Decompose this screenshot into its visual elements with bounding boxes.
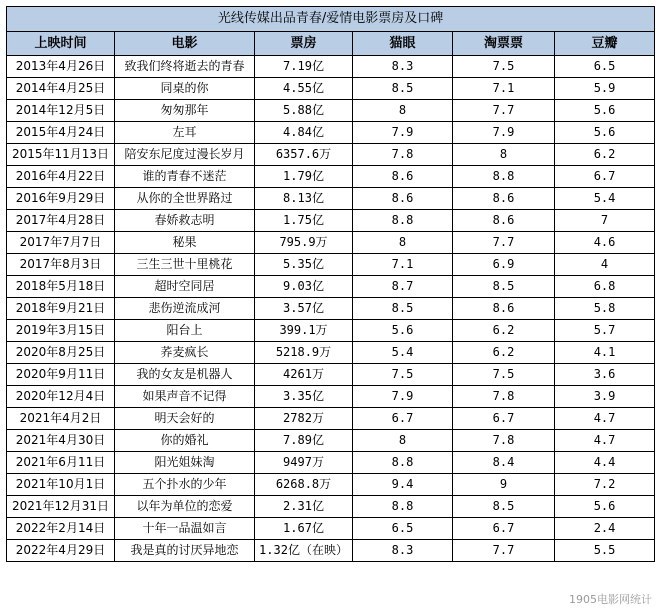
cell-movie: 谁的青春不迷茫: [115, 166, 255, 188]
cell-maoyan: 7.5: [353, 364, 453, 386]
header-maoyan: 猫眼: [353, 32, 453, 56]
cell-box-office: 4261万: [255, 364, 353, 386]
cell-release-date: 2013年4月26日: [7, 56, 115, 78]
cell-taopiaopiao: 7.1: [453, 78, 555, 100]
table-row: [7, 100, 655, 122]
cell-douban: 5.6: [555, 100, 655, 122]
cell-maoyan: 8.8: [353, 452, 453, 474]
cell-release-date: 2015年11月13日: [7, 144, 115, 166]
table-row: [7, 276, 655, 298]
cell-maoyan: 7.9: [353, 386, 453, 408]
cell-release-date: 2018年5月18日: [7, 276, 115, 298]
cell-taopiaopiao: 8.4: [453, 452, 555, 474]
cell-taopiaopiao: 8.8: [453, 166, 555, 188]
cell-douban: 7: [555, 210, 655, 232]
cell-release-date: 2022年2月14日: [7, 518, 115, 540]
cell-release-date: 2017年4月28日: [7, 210, 115, 232]
cell-douban: 5.7: [555, 320, 655, 342]
cell-release-date: 2020年8月25日: [7, 342, 115, 364]
cell-release-date: 2016年4月22日: [7, 166, 115, 188]
cell-taopiaopiao: 8.6: [453, 298, 555, 320]
cell-maoyan: 8.8: [353, 210, 453, 232]
cell-maoyan: 7.8: [353, 144, 453, 166]
cell-maoyan: 8.8: [353, 496, 453, 518]
cell-movie: 同桌的你: [115, 78, 255, 100]
cell-release-date: 2018年9月21日: [7, 298, 115, 320]
table-row: [7, 298, 655, 320]
cell-box-office: 7.19亿: [255, 56, 353, 78]
cell-movie: 左耳: [115, 122, 255, 144]
cell-release-date: 2021年10月1日: [7, 474, 115, 496]
cell-movie: 秘果: [115, 232, 255, 254]
cell-release-date: 2014年4月25日: [7, 78, 115, 100]
cell-box-office: 3.57亿: [255, 298, 353, 320]
cell-taopiaopiao: 7.7: [453, 232, 555, 254]
cell-maoyan: 8.3: [353, 540, 453, 562]
table-row: [7, 188, 655, 210]
cell-douban: 4.1: [555, 342, 655, 364]
cell-release-date: 2021年4月2日: [7, 408, 115, 430]
table-row: [7, 518, 655, 540]
cell-movie: 阳光姐妹淘: [115, 452, 255, 474]
cell-release-date: 2017年8月3日: [7, 254, 115, 276]
cell-taopiaopiao: 7.9: [453, 122, 555, 144]
cell-maoyan: 8: [353, 430, 453, 452]
table-row: [7, 210, 655, 232]
cell-douban: 5.6: [555, 496, 655, 518]
table-row: [7, 78, 655, 100]
cell-maoyan: 8.5: [353, 78, 453, 100]
cell-maoyan: 8.6: [353, 188, 453, 210]
header-box-office: 票房: [255, 32, 353, 56]
cell-box-office: 9.03亿: [255, 276, 353, 298]
cell-box-office: 1.75亿: [255, 210, 353, 232]
cell-douban: 3.6: [555, 364, 655, 386]
cell-movie: 匆匆那年: [115, 100, 255, 122]
cell-movie: 三生三世十里桃花: [115, 254, 255, 276]
table-row: [7, 144, 655, 166]
cell-douban: 2.4: [555, 518, 655, 540]
cell-douban: 4.4: [555, 452, 655, 474]
cell-box-office: 5.88亿: [255, 100, 353, 122]
cell-maoyan: 8.3: [353, 56, 453, 78]
cell-maoyan: 8.6: [353, 166, 453, 188]
header-release-date: 上映时间: [7, 32, 115, 56]
cell-release-date: 2017年7月7日: [7, 232, 115, 254]
table-row: [7, 56, 655, 78]
cell-douban: 5.4: [555, 188, 655, 210]
cell-movie: 从你的全世界路过: [115, 188, 255, 210]
cell-box-office: 4.84亿: [255, 122, 353, 144]
cell-douban: 5.5: [555, 540, 655, 562]
table-row: [7, 452, 655, 474]
cell-douban: 5.6: [555, 122, 655, 144]
cell-release-date: 2015年4月24日: [7, 122, 115, 144]
cell-maoyan: 9.4: [353, 474, 453, 496]
cell-movie: 明天会好的: [115, 408, 255, 430]
table-row: [7, 364, 655, 386]
table-row: [7, 496, 655, 518]
cell-taopiaopiao: 6.7: [453, 408, 555, 430]
cell-douban: 4.7: [555, 408, 655, 430]
cell-movie: 陪安东尼度过漫长岁月: [115, 144, 255, 166]
table-row: [7, 430, 655, 452]
cell-box-office: 399.1万: [255, 320, 353, 342]
table-row: [7, 474, 655, 496]
cell-maoyan: 8.7: [353, 276, 453, 298]
cell-movie: 春娇救志明: [115, 210, 255, 232]
cell-taopiaopiao: 6.7: [453, 518, 555, 540]
cell-maoyan: 6.7: [353, 408, 453, 430]
cell-maoyan: 5.6: [353, 320, 453, 342]
cell-taopiaopiao: 7.8: [453, 386, 555, 408]
table-container: [6, 6, 654, 562]
cell-movie: 超时空同居: [115, 276, 255, 298]
cell-douban: 6.7: [555, 166, 655, 188]
cell-taopiaopiao: 8.6: [453, 210, 555, 232]
cell-box-office: 6357.6万: [255, 144, 353, 166]
cell-douban: 5.8: [555, 298, 655, 320]
cell-taopiaopiao: 8.6: [453, 188, 555, 210]
cell-release-date: 2021年4月30日: [7, 430, 115, 452]
table-row: [7, 342, 655, 364]
cell-movie: 五个扑水的少年: [115, 474, 255, 496]
cell-taopiaopiao: 9: [453, 474, 555, 496]
cell-taopiaopiao: 6.2: [453, 320, 555, 342]
cell-movie: 如果声音不记得: [115, 386, 255, 408]
table-row: [7, 232, 655, 254]
cell-maoyan: 8: [353, 100, 453, 122]
cell-douban: 4.6: [555, 232, 655, 254]
cell-douban: 5.9: [555, 78, 655, 100]
cell-release-date: 2016年9月29日: [7, 188, 115, 210]
header-movie: 电影: [115, 32, 255, 56]
box-office-table: [6, 6, 655, 562]
cell-taopiaopiao: 7.7: [453, 540, 555, 562]
table-row: [7, 122, 655, 144]
cell-taopiaopiao: 6.2: [453, 342, 555, 364]
cell-movie: 悲伤逆流成河: [115, 298, 255, 320]
cell-douban: 4: [555, 254, 655, 276]
cell-release-date: 2022年4月29日: [7, 540, 115, 562]
cell-taopiaopiao: 7.8: [453, 430, 555, 452]
cell-taopiaopiao: 7.5: [453, 364, 555, 386]
cell-maoyan: 7.9: [353, 122, 453, 144]
cell-movie: 我是真的讨厌异地恋: [115, 540, 255, 562]
cell-box-office: 1.32亿（在映）: [255, 540, 353, 562]
cell-box-office: 8.13亿: [255, 188, 353, 210]
header-douban: 豆瓣: [555, 32, 655, 56]
cell-taopiaopiao: 7.7: [453, 100, 555, 122]
cell-douban: 6.8: [555, 276, 655, 298]
cell-douban: 6.5: [555, 56, 655, 78]
cell-douban: 3.9: [555, 386, 655, 408]
table-row: [7, 386, 655, 408]
cell-box-office: 7.89亿: [255, 430, 353, 452]
cell-movie: 十年一品温如言: [115, 518, 255, 540]
cell-douban: 6.2: [555, 144, 655, 166]
header-row: [7, 32, 655, 56]
cell-douban: 4.7: [555, 430, 655, 452]
table-row: [7, 540, 655, 562]
cell-release-date: 2019年3月15日: [7, 320, 115, 342]
table-title: 光线传媒出品青春/爱情电影票房及口碑: [7, 7, 655, 32]
cell-box-office: 6268.8万: [255, 474, 353, 496]
cell-box-office: 5.35亿: [255, 254, 353, 276]
cell-movie: 阳台上: [115, 320, 255, 342]
cell-taopiaopiao: 8.5: [453, 276, 555, 298]
cell-box-office: 2.31亿: [255, 496, 353, 518]
cell-movie: 你的婚礼: [115, 430, 255, 452]
cell-box-office: 1.67亿: [255, 518, 353, 540]
table-row: [7, 408, 655, 430]
cell-box-office: 795.9万: [255, 232, 353, 254]
cell-release-date: 2020年9月11日: [7, 364, 115, 386]
cell-taopiaopiao: 8.5: [453, 496, 555, 518]
cell-taopiaopiao: 6.9: [453, 254, 555, 276]
cell-douban: 7.2: [555, 474, 655, 496]
cell-taopiaopiao: 7.5: [453, 56, 555, 78]
cell-maoyan: 8.5: [353, 298, 453, 320]
table-row: [7, 166, 655, 188]
cell-release-date: 2020年12月4日: [7, 386, 115, 408]
cell-maoyan: 6.5: [353, 518, 453, 540]
cell-release-date: 2021年12月31日: [7, 496, 115, 518]
cell-movie: 致我们终将逝去的青春: [115, 56, 255, 78]
watermark: 1905电影网统计: [569, 593, 652, 606]
cell-movie: 荞麦疯长: [115, 342, 255, 364]
table-row: [7, 254, 655, 276]
header-taopiaopiao: 淘票票: [453, 32, 555, 56]
cell-box-office: 2782万: [255, 408, 353, 430]
cell-box-office: 3.35亿: [255, 386, 353, 408]
cell-release-date: 2014年12月5日: [7, 100, 115, 122]
cell-box-office: 5218.9万: [255, 342, 353, 364]
cell-box-office: 9497万: [255, 452, 353, 474]
cell-taopiaopiao: 8: [453, 144, 555, 166]
cell-maoyan: 7.1: [353, 254, 453, 276]
cell-maoyan: 8: [353, 232, 453, 254]
cell-movie: 以年为单位的恋爱: [115, 496, 255, 518]
cell-movie: 我的女友是机器人: [115, 364, 255, 386]
cell-maoyan: 5.4: [353, 342, 453, 364]
cell-release-date: 2021年6月11日: [7, 452, 115, 474]
cell-box-office: 1.79亿: [255, 166, 353, 188]
cell-box-office: 4.55亿: [255, 78, 353, 100]
table-row: [7, 320, 655, 342]
